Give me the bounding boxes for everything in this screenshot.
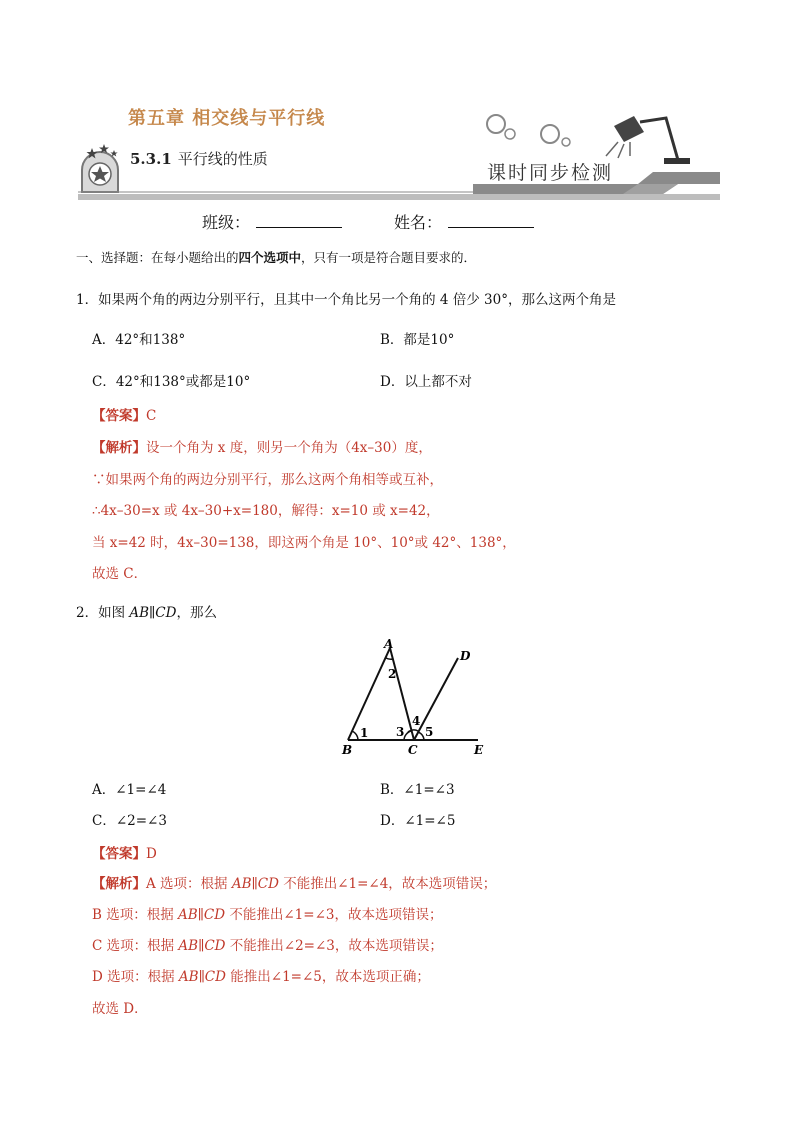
q2-analysis-post: 不能推出∠1=∠3，故本选项错误； (225, 907, 443, 923)
q1-analysis-2: ∵如果两个角的两边分别平行，那么这两个角相等或互补， (92, 472, 443, 488)
q1-analysis-4: 当 x=42 时，4x–30=138，即这两个角是 10°、10°或 42°、138°， (92, 535, 516, 551)
q2-analysis-pre: C 选项：根据 (92, 938, 179, 954)
angle-1-label: 1 (360, 726, 369, 740)
q1-option-d: D．以上都不对 (380, 374, 472, 390)
q2-analysis-math: AB∥CD (178, 969, 226, 985)
name-blank[interactable] (448, 213, 534, 228)
desk-lamp-icon (606, 116, 690, 164)
angle-4-label: 4 (412, 714, 421, 728)
label-E: E (474, 743, 484, 757)
q2-option-b: B．∠1=∠3 (380, 782, 455, 798)
q1-answer-value: C (146, 408, 157, 424)
angle-2-label: 2 (388, 667, 397, 681)
name-field (394, 210, 534, 233)
q2-answer-value: D (146, 846, 157, 862)
q2-analysis-pre: D 选项：根据 (92, 969, 179, 985)
angle-5-label: 5 (425, 725, 434, 739)
chapter-title: 第五章 相交线与平行线 (128, 108, 326, 129)
section-number: 5.3.1 (130, 150, 172, 168)
q1-analysis-3: ∴4x–30=x 或 4x–30+x=180，解得：x=10 或 x=42， (92, 503, 440, 519)
q1-option-c: C．42°和138°或都是10° (92, 374, 251, 390)
q2-analysis-1 (92, 872, 496, 892)
q2-analysis-pre: B 选项：根据 (92, 907, 179, 923)
q1-option-b: B．都是10° (380, 332, 455, 348)
label-C: C (408, 743, 418, 757)
bubbles-decoration (487, 115, 570, 146)
q2-stem-suffix: ，那么 (176, 605, 217, 621)
brand-label: 课时同步检测 (487, 162, 614, 184)
instructions-bold: 四个选项中 (238, 250, 302, 265)
q2-analysis-pre: A 选项：根据 (146, 876, 232, 892)
q2-option-d: D．∠1=∠5 (380, 813, 456, 829)
q1-stem: 1．如果两个角的两边分别平行，且其中一个角比另一个角的 4 倍少 30°，那么这两个角是 (76, 292, 616, 308)
q2-analysis-math: AB∥CD (178, 907, 226, 923)
q1-analysis-line: 设一个角为 x 度，则另一个角为（4x–30）度， (146, 440, 432, 456)
section-name: 平行线的性质 (177, 150, 268, 168)
q2-answer-tag: 【答案】 (92, 846, 146, 862)
class-label: 班级： (202, 213, 251, 232)
section-instructions (76, 248, 476, 266)
q1-analysis-1 (92, 436, 432, 456)
q2-conclusion: 故选 D． (92, 1001, 148, 1017)
q2-analysis-post: 不能推出∠1=∠4，故本选项错误； (278, 876, 497, 892)
section-title (130, 148, 268, 169)
class-field (202, 210, 342, 233)
q2-option-a: A．∠1=∠4 (92, 782, 167, 798)
q2-answer (92, 842, 157, 862)
q2-option-c: C．∠2=∠3 (92, 813, 167, 829)
q2-analysis-tag: 【解析】 (92, 876, 146, 892)
q1-analysis-5: 故选 C． (92, 566, 148, 582)
q2-analysis-math: AB∥CD (178, 938, 226, 954)
q2-analysis-math: AB∥CD (231, 876, 279, 892)
q2-stem-prefix: 2．如图 (76, 605, 130, 621)
label-A: A (384, 637, 394, 651)
q1-option-a: A．42°和138° (92, 332, 186, 348)
class-blank[interactable] (256, 213, 342, 228)
q2-stem (76, 601, 217, 621)
name-label: 姓名： (394, 213, 443, 232)
q2-analysis-4 (92, 965, 430, 985)
label-D: D (460, 649, 471, 663)
angle-3-label: 3 (396, 725, 405, 739)
parallel-lines-figure (338, 636, 488, 760)
q1-analysis-tag: 【解析】 (92, 440, 146, 456)
q2-stem-math: AB∥CD (129, 605, 177, 621)
label-B: B (342, 743, 353, 757)
q2-analysis-post: 能推出∠1=∠5，故本选项正确； (225, 969, 430, 985)
q1-answer (92, 404, 156, 424)
q1-answer-tag: 【答案】 (92, 408, 146, 424)
instructions-prefix: 一、选择题：在每小题给出的 (76, 250, 239, 265)
instructions-suffix: ，只有一项是符合题目要求的． (301, 250, 477, 265)
star-badge-icon (82, 144, 118, 192)
q2-analysis-post: 不能推出∠2=∠3，故本选项错误； (225, 938, 443, 954)
q2-analysis-2 (92, 903, 442, 923)
q2-analysis-3 (92, 934, 443, 954)
